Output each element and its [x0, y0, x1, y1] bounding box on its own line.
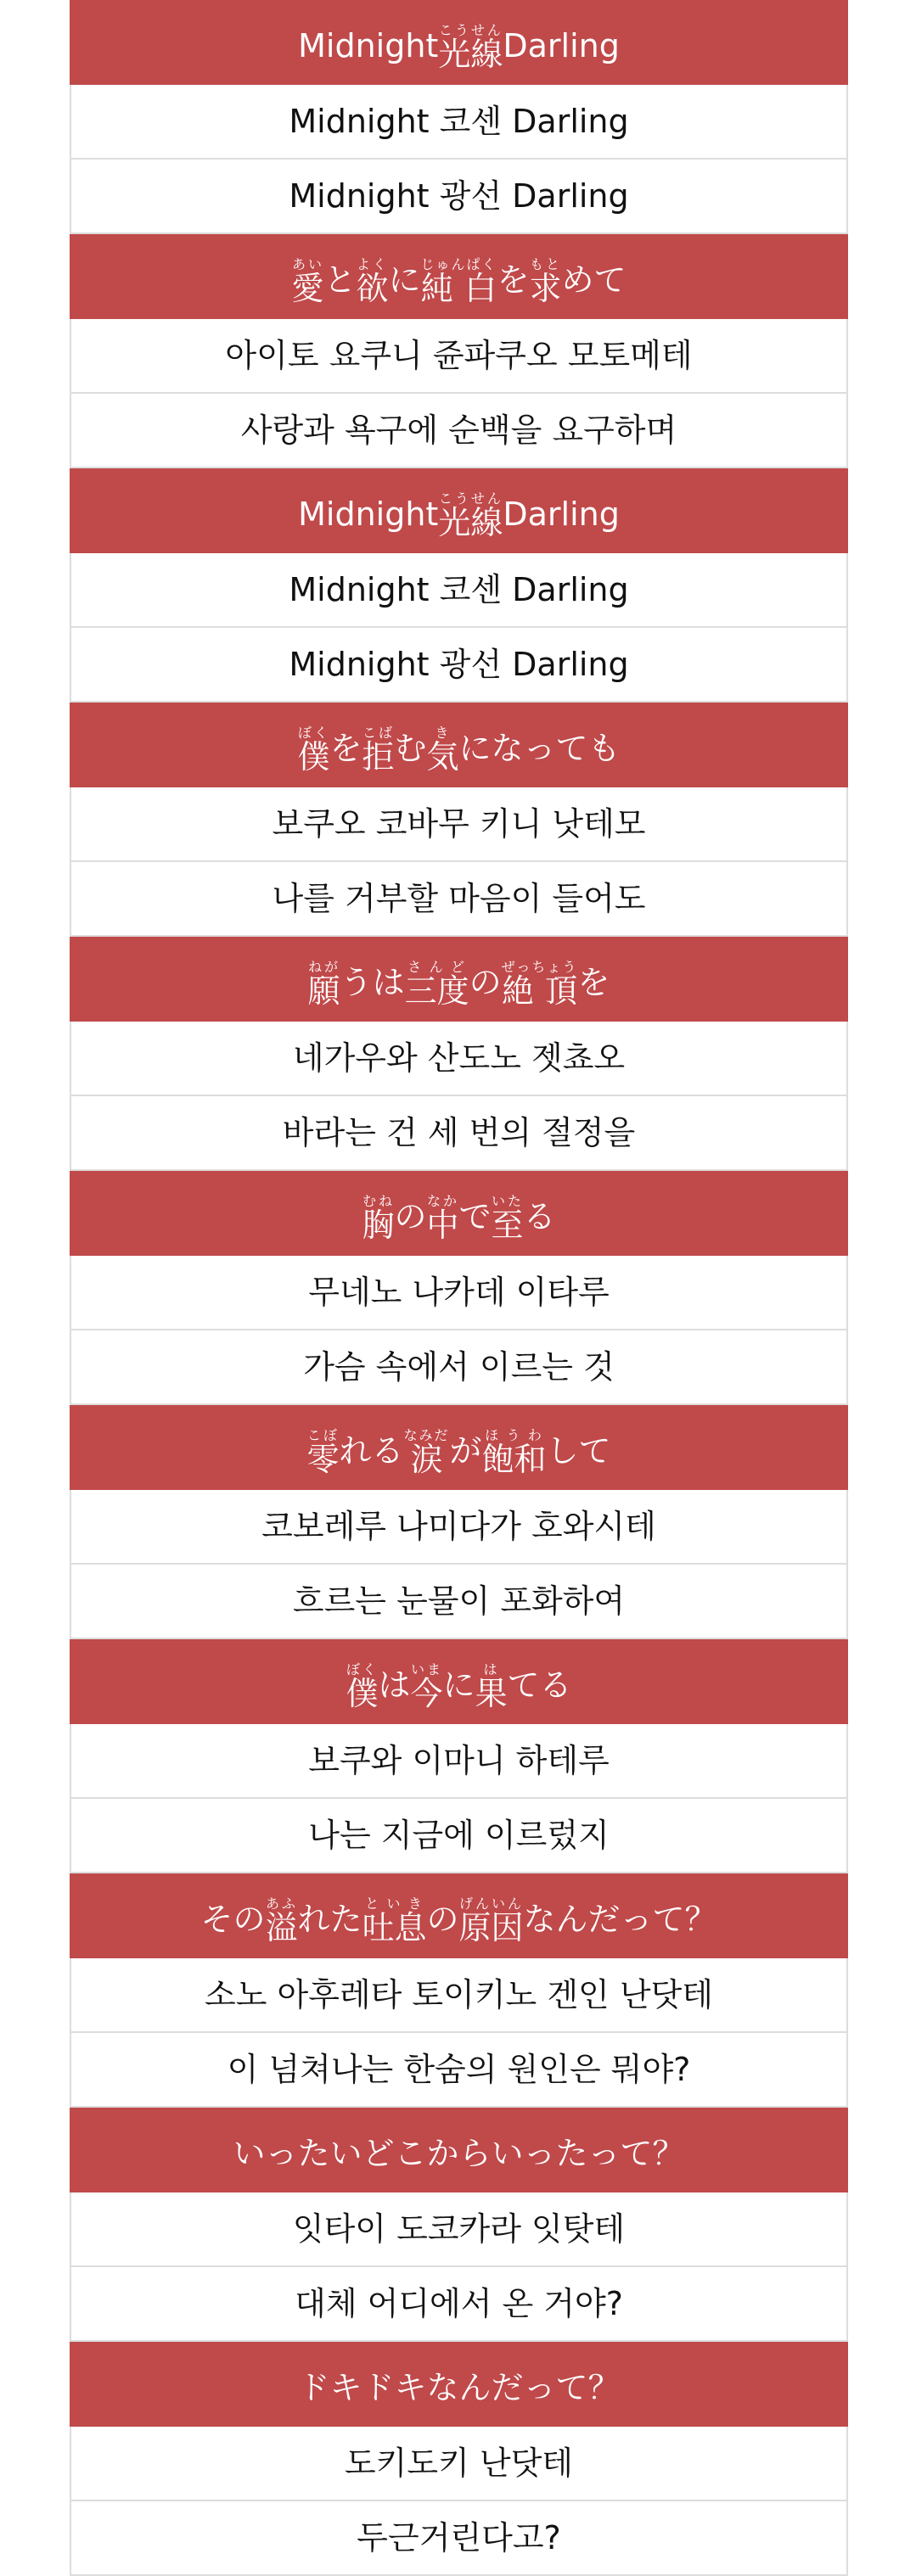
ruby-word	[362, 1192, 395, 1244]
lyric-translation-line: 사랑과 욕구에 순백을 요구하며	[70, 394, 848, 468]
lyric-text: は	[378, 1666, 411, 1704]
lyric-text: と	[323, 261, 357, 299]
ruby-base: 拒	[362, 737, 395, 776]
lyric-text: れた	[297, 1901, 362, 1938]
ruby-reading: いた	[491, 1192, 524, 1209]
ruby-reading: じゅんぱく	[420, 255, 497, 272]
ruby-base: 涙	[403, 1440, 450, 1478]
lyrics-table	[70, 0, 848, 2576]
lyric-text: の	[469, 964, 502, 1001]
ruby-base: 光線	[438, 35, 503, 73]
lyric-romanization-line: 소노 아후레타 토이키노 겐인 난닷테	[70, 1958, 848, 2033]
lyric-original-line	[70, 1639, 848, 1724]
lyric-translation-line: 흐르는 눈물이 포화하여	[70, 1565, 848, 1639]
ruby-base: 吐息	[362, 1908, 427, 1946]
ruby-reading: げんいん	[458, 1895, 524, 1912]
lyric-original-line	[70, 1171, 848, 1256]
lyric-text: が	[449, 1432, 482, 1470]
lyric-text: になっても	[458, 730, 621, 767]
ruby-base: 中	[426, 1206, 459, 1244]
lyric-original-line	[70, 1405, 848, 1490]
lyric-text: ドキドキなんだって？	[297, 2369, 621, 2406]
lyric-translation-line: Midnight 광선 Darling	[70, 160, 848, 234]
ruby-word	[265, 1896, 297, 1944]
ruby-base: 求	[529, 269, 562, 307]
ruby-word	[438, 490, 503, 539]
ruby-word	[475, 1661, 508, 1710]
ruby-reading: よく	[356, 255, 389, 272]
ruby-reading: むね	[362, 1192, 395, 1209]
ruby-reading: あい	[291, 255, 324, 272]
lyric-original-line	[70, 1873, 848, 1958]
ruby-base: 溢	[265, 1908, 298, 1946]
ruby-word	[306, 1427, 339, 1476]
lyric-text: る	[523, 1198, 556, 1235]
ruby-base: 今	[410, 1674, 443, 1712]
lyric-text: うは	[340, 964, 405, 1001]
ruby-word	[501, 958, 578, 1010]
lyric-translation-line: 나는 지금에 이르렀지	[70, 1799, 848, 1873]
ruby-word	[426, 1192, 459, 1244]
ruby-word	[291, 256, 323, 305]
ruby-base: 至	[491, 1206, 524, 1244]
ruby-reading: は	[475, 1660, 508, 1677]
ruby-reading: こうせん	[438, 21, 503, 38]
ruby-base: 欲	[356, 269, 389, 307]
ruby-base: 純 白	[420, 269, 497, 307]
lyric-original-line	[70, 937, 848, 1022]
lyric-translation-line: 나를 거부할 마음이 들어도	[70, 862, 848, 937]
ruby-word	[403, 1427, 449, 1476]
lyric-text: で	[458, 1198, 492, 1235]
lyric-text: てる	[507, 1666, 572, 1704]
lyric-text: Darling	[503, 27, 620, 64]
lyric-text: に	[442, 1666, 475, 1704]
lyric-original-line	[70, 2108, 848, 2192]
ruby-word	[530, 256, 562, 305]
ruby-word	[426, 724, 459, 776]
ruby-reading: こぼ	[306, 1426, 340, 1443]
lyric-text: その	[200, 1901, 266, 1938]
lyric-romanization-line: 보쿠오 코바무 키니 낫테모	[70, 787, 848, 862]
lyric-original-line	[70, 703, 848, 787]
ruby-base: 原因	[458, 1908, 524, 1946]
ruby-base: 零	[306, 1440, 340, 1478]
ruby-reading: こば	[362, 724, 395, 741]
lyric-translation-line: 대체 어디에서 온 거야?	[70, 2267, 848, 2342]
ruby-word	[297, 724, 330, 776]
ruby-reading: あふ	[265, 1895, 298, 1912]
lyric-text: Darling	[503, 496, 620, 533]
lyric-text: の	[426, 1901, 459, 1938]
ruby-base: 三度	[404, 972, 469, 1010]
lyric-original-line	[70, 468, 848, 553]
lyric-translation-line: 이 넘쳐나는 한숨의 원인은 뭐야?	[70, 2033, 848, 2108]
lyric-text: めて	[561, 261, 627, 299]
ruby-word	[438, 21, 503, 73]
lyric-translation-line: Midnight 광선 Darling	[70, 628, 848, 703]
lyric-translation-line: 바라는 건 세 번의 절정을	[70, 1096, 848, 1171]
lyric-text: を	[497, 261, 530, 299]
ruby-word	[421, 256, 497, 305]
ruby-reading: ぼく	[346, 1660, 379, 1677]
ruby-reading: ぜっちょう	[501, 958, 578, 975]
ruby-reading: なみだ	[403, 1426, 450, 1443]
ruby-word	[356, 256, 388, 305]
ruby-base: 僕	[297, 737, 330, 776]
ruby-base: 果	[475, 1674, 508, 1712]
ruby-base: 愛	[291, 269, 324, 307]
ruby-word	[404, 958, 469, 1010]
lyric-romanization-line: 무네노 나카데 이타루	[70, 1256, 848, 1330]
lyric-translation-line: 두근거린다고?	[70, 2501, 848, 2576]
ruby-word	[482, 1427, 547, 1476]
lyric-text: を	[329, 730, 362, 767]
ruby-reading: といき	[362, 1895, 427, 1912]
lyric-romanization-line: Midnight 코센 Darling	[70, 553, 848, 628]
lyric-romanization-line: 도키도키 난닷테	[70, 2427, 848, 2501]
ruby-word	[362, 1896, 426, 1944]
ruby-base: 胸	[362, 1206, 395, 1244]
lyric-romanization-line: 코보레루 나미다가 호와시테	[70, 1490, 848, 1565]
ruby-base: 願	[307, 972, 340, 1010]
ruby-base: 飽和	[481, 1440, 547, 1478]
lyric-translation-line: 가슴 속에서 이르는 것	[70, 1330, 848, 1405]
ruby-reading: さんど	[404, 958, 469, 975]
lyric-text: に	[388, 261, 421, 299]
ruby-reading: ぼく	[297, 724, 330, 741]
lyric-original-line	[70, 2342, 848, 2427]
ruby-word	[459, 1896, 524, 1944]
ruby-base: 絶 頂	[501, 972, 578, 1010]
lyric-original-line	[70, 234, 848, 319]
lyric-text: いったいどこからいったって？	[233, 2135, 685, 2172]
lyric-romanization-line: 잇타이 도코카라 잇탓테	[70, 2192, 848, 2267]
lyric-text: れる	[339, 1432, 404, 1470]
lyric-original-line	[70, 0, 848, 85]
ruby-word	[346, 1661, 378, 1710]
ruby-reading: なか	[426, 1192, 459, 1209]
lyric-romanization-line: 네가우와 산도노 젯쵸오	[70, 1022, 848, 1096]
lyric-text: して	[546, 1432, 611, 1470]
ruby-reading: もと	[529, 255, 562, 272]
lyric-romanization-line: 아이토 요쿠니 쥰파쿠오 모토메테	[70, 319, 848, 394]
ruby-word	[307, 958, 340, 1010]
lyric-text: Midnight	[298, 27, 439, 64]
ruby-base: 僕	[346, 1674, 379, 1712]
lyric-romanization-line: 보쿠와 이마니 하테루	[70, 1724, 848, 1799]
ruby-base: 光線	[438, 503, 503, 541]
lyric-text: の	[394, 1198, 427, 1235]
ruby-reading: いま	[410, 1660, 443, 1677]
lyric-text: Midnight	[298, 496, 439, 533]
ruby-base: 気	[426, 737, 459, 776]
lyric-romanization-line: Midnight 코센 Darling	[70, 85, 848, 160]
ruby-word	[491, 1192, 524, 1244]
ruby-reading: ほうわ	[481, 1426, 547, 1443]
lyric-text: を	[577, 964, 610, 1001]
ruby-reading: ねが	[307, 958, 340, 975]
ruby-word	[362, 724, 395, 776]
ruby-reading: こうせん	[438, 490, 503, 507]
lyric-text: む	[394, 730, 427, 767]
ruby-word	[410, 1661, 442, 1710]
lyric-text: なんだって？	[523, 1901, 717, 1938]
ruby-reading: き	[426, 724, 459, 741]
